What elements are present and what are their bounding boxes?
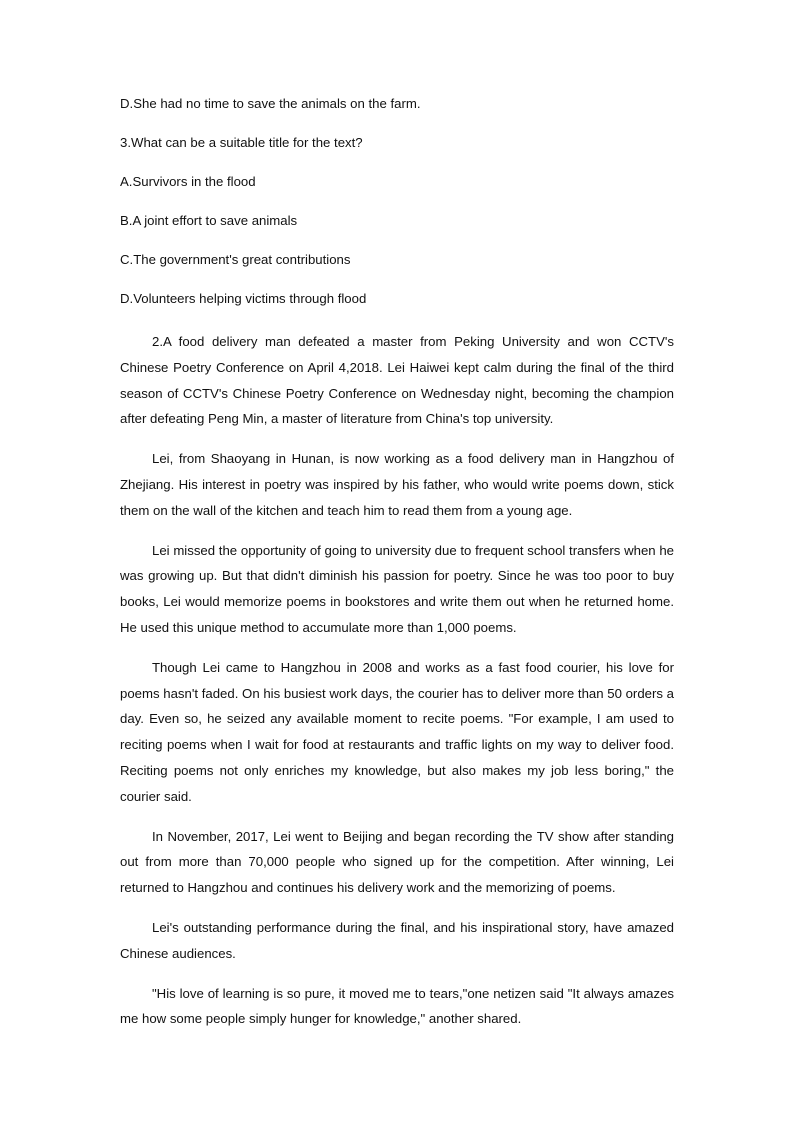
option-d-previous-question: D.She had no time to save the animals on the farm.	[120, 96, 421, 111]
question-3-option-d: D.Volunteers helping victims through flood	[120, 291, 367, 306]
passage-paragraph-intro: 2.A food delivery man defeated a master from Peking University and won CCTV's Chinese Poetry Conference on April 4,2018. Lei Haiwei kept calm during the final of the third season of CCTV's Chinese Poetry Conference on Wednesday night, becoming the champion after defeating Peng Min, a master of literature from China's top university.	[120, 334, 674, 427]
passage-paragraph-work: Though Lei came to Hangzhou in 2008 and works as a fast food courier, his love for poems hasn't faded. On his busiest work days, the courier has to deliver more than 50 orders a day. Even so, he seized any available moment to recite poems. "For example, I am used to reciting poems when I wait for food at restaurants and traffic lights on my way to deliver food. Reciting poems not only enriches my knowledge, but also makes my job less boring," the courier said.	[120, 659, 674, 804]
document-page	[120, 94, 674, 1032]
question-3-option-c: C.The government's great contributions	[120, 252, 351, 267]
passage-paragraph-education: Lei missed the opportunity of going to university due to frequent school transfers when he was growing up. But that didn't diminish his passion for poetry. Since he was too poor to buy books, Lei would memorize poems in bookstores and write them out when he returned home. He used this unique method to accumulate more than 1,000 poems.	[120, 542, 674, 635]
passage-paragraph-netizens: "His love of learning is so pure, it moved me to tears,"one netizen said "It always amazes me how some people simply hunger for knowledge," another shared.	[120, 985, 674, 1027]
passage-paragraph-background: Lei, from Shaoyang in Hunan, is now working as a food delivery man in Hangzhou of Zhejiang. His interest in poetry was inspired by his father, who would write poems down, stick them on the wall of the kitchen and teach him to read them from a young age.	[120, 451, 674, 518]
question-3-option-b: B.A joint effort to save animals	[120, 213, 298, 228]
question-3-option-a: A.Survivors in the flood	[120, 174, 256, 189]
passage-paragraph-audience: Lei's outstanding performance during the final, and his inspirational story, have amazed Chinese audiences.	[120, 919, 674, 961]
question-3-stem: 3.What can be a suitable title for the text?	[120, 135, 363, 150]
passage-paragraph-competition: In November, 2017, Lei went to Beijing and began recording the TV show after standing out from more than 70,000 people who signed up for the competition. After winning, Lei returned to Hangzhou and continues his delivery work and the memorizing of poems.	[120, 828, 674, 896]
